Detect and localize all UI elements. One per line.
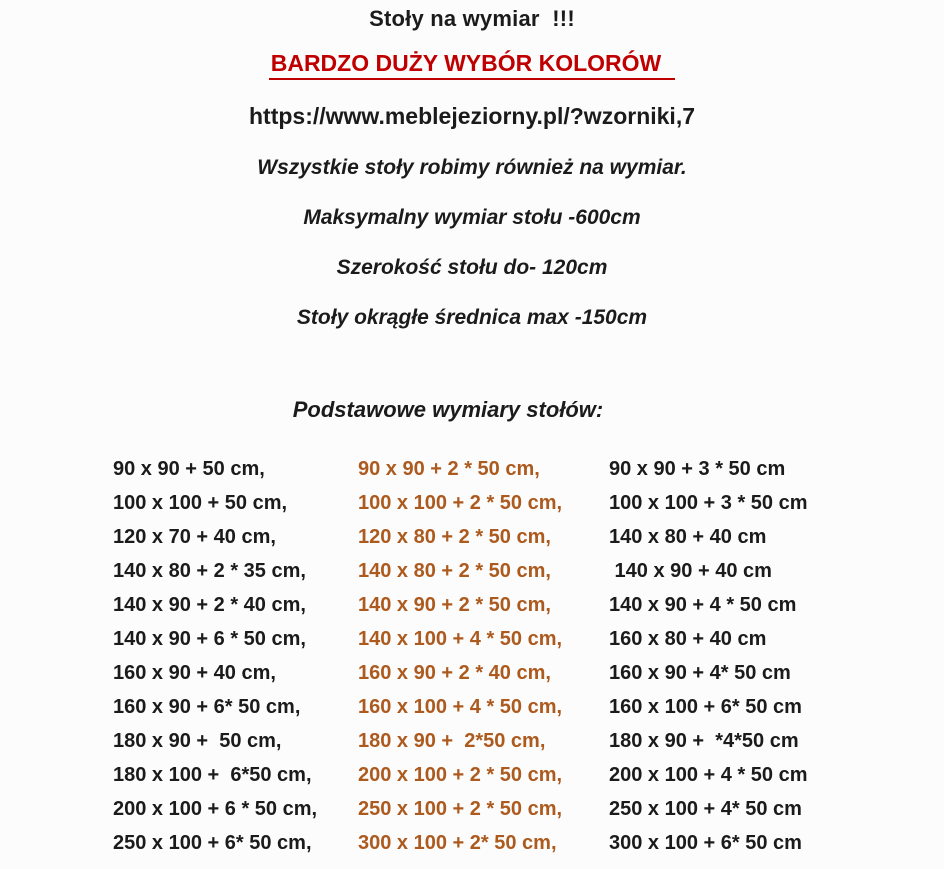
dimension-cell: 160 x 80 + 40 cm xyxy=(609,628,767,650)
dimension-cell: 160 x 100 + 6* 50 cm xyxy=(609,696,802,718)
dimension-cell: 140 x 90 + 6 * 50 cm, xyxy=(113,628,306,650)
dimension-cell: 250 x 100 + 4* 50 cm xyxy=(609,798,802,820)
dimension-cell: 140 x 80 + 2 * 35 cm, xyxy=(113,560,306,582)
dimension-cell: 160 x 90 + 6* 50 cm, xyxy=(113,696,301,718)
page-title: Stoły na wymiar !!! xyxy=(369,6,575,31)
dimension-cell: 300 x 100 + 2* 50 cm, xyxy=(358,832,557,854)
dimension-cell: 140 x 90 + 4 * 50 cm xyxy=(609,594,797,616)
intro-line-custom-sizes: Wszystkie stoły robimy również na wymiar. xyxy=(257,156,687,179)
intro-line-round-tables: Stoły okrągłe średnica max -150cm xyxy=(296,306,648,329)
dimension-cell: 300 x 100 + 6* 50 cm xyxy=(609,832,802,854)
dimension-cell: 90 x 90 + 50 cm, xyxy=(113,458,265,480)
dimension-cell: 140 x 80 + 2 * 50 cm, xyxy=(358,560,551,582)
dimension-cell: 180 x 90 + *4*50 cm xyxy=(609,730,799,752)
dimension-cell: 90 x 90 + 2 * 50 cm, xyxy=(358,458,540,480)
dimension-cell: 180 x 100 + 6*50 cm, xyxy=(113,764,312,786)
dimension-cell: 120 x 70 + 40 cm, xyxy=(113,526,276,548)
intro-line-max-length: Maksymalny wymiar stołu -600cm xyxy=(303,206,641,229)
dimension-cell: 100 x 100 + 3 * 50 cm xyxy=(609,492,808,514)
table-heading: Podstawowe wymiary stołów: xyxy=(292,397,604,422)
dimension-cell: 160 x 90 + 40 cm, xyxy=(113,662,276,684)
dimension-cell: 140 x 90 + 2 * 40 cm, xyxy=(113,594,306,616)
dimension-cell: 200 x 100 + 6 * 50 cm, xyxy=(113,798,318,820)
dimension-cell: 180 x 90 + 2*50 cm, xyxy=(358,730,546,752)
dimension-cell: 140 x 80 + 40 cm xyxy=(609,526,767,548)
dimension-cell: 160 x 90 + 2 * 40 cm, xyxy=(358,662,551,684)
dimension-cell: 140 x 90 + 40 cm xyxy=(609,560,772,582)
dimension-cell: 160 x 90 + 4* 50 cm xyxy=(609,662,791,684)
dimension-cell: 180 x 90 + 50 cm, xyxy=(113,730,282,752)
dimension-cell: 140 x 90 + 2 * 50 cm, xyxy=(358,594,551,616)
dimension-cell: 200 x 100 + 2 * 50 cm, xyxy=(358,764,563,786)
dimension-cell: 100 x 100 + 2 * 50 cm, xyxy=(358,492,563,514)
intro-line-max-width: Szerokość stołu do- 120cm xyxy=(336,256,608,279)
dimension-cell: 200 x 100 + 4 * 50 cm xyxy=(609,764,808,786)
colors-heading-row xyxy=(0,49,944,82)
colors-heading: BARDZO DUŻY WYBÓR KOLORÓW xyxy=(269,49,676,80)
dimension-cell: 120 x 80 + 2 * 50 cm, xyxy=(358,526,551,548)
dimension-cell: 140 x 100 + 4 * 50 cm, xyxy=(358,628,563,650)
dimension-cell: 250 x 100 + 2 * 50 cm, xyxy=(358,798,563,820)
dimension-cell: 250 x 100 + 6* 50 cm, xyxy=(113,832,312,854)
dimensions-table xyxy=(113,452,944,860)
dimension-cell: 90 x 90 + 3 * 50 cm xyxy=(609,458,786,480)
dimension-cell: 100 x 100 + 50 cm, xyxy=(113,492,288,514)
dimension-cell: 160 x 100 + 4 * 50 cm, xyxy=(358,696,563,718)
website-url: https://www.meblejeziorny.pl/?wzorniki,7 xyxy=(249,103,695,129)
